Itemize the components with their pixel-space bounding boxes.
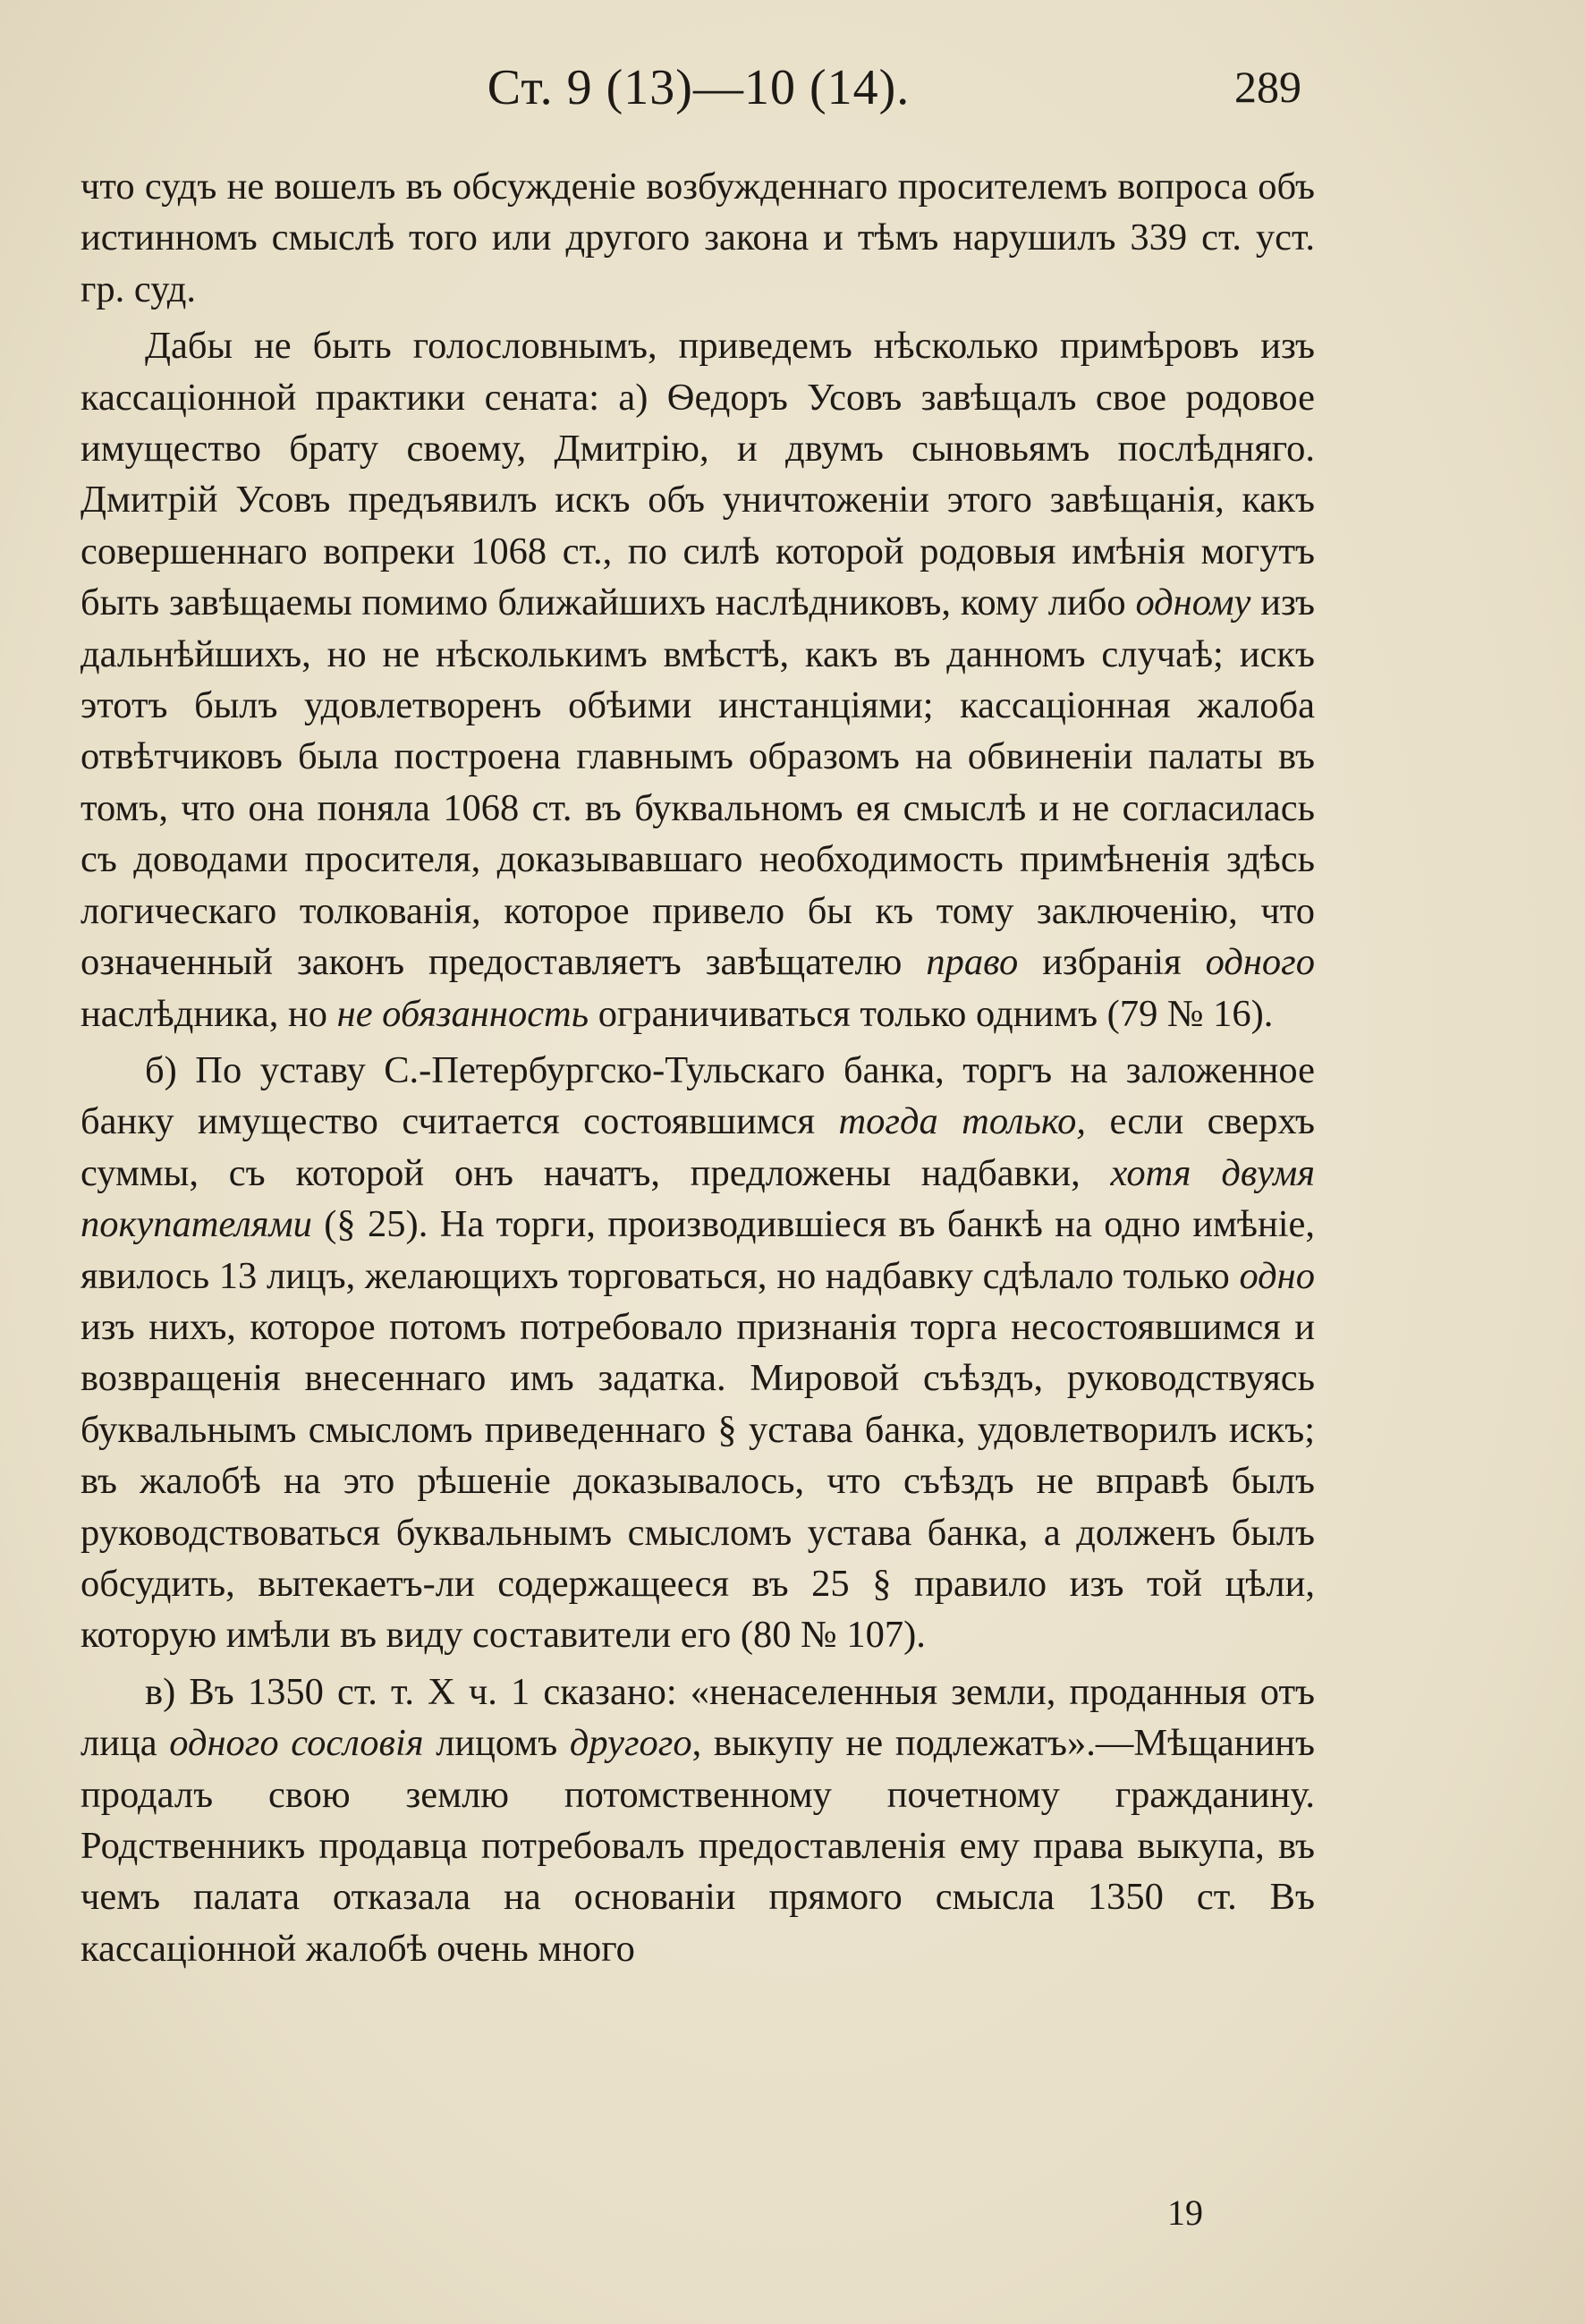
paragraph-4	[81, 1667, 1315, 1974]
emphasis-text: одного	[1205, 941, 1315, 984]
paragraph-2	[81, 320, 1315, 1039]
text-run: лицомъ	[423, 1722, 570, 1765]
signature-mark: 19	[1167, 2193, 1203, 2233]
text-run: Дабы не быть голословнымъ, приведемъ нѣсколько примѣровъ изъ кассаціонной практики сената: а) Ѳедоръ Усовъ завѣщалъ свое родовое имущество брату своему, Дмитрію, и двумъ сыновьямъ послѣдняго. Дмитрій Усовъ предъявилъ искъ объ уничтоженіи этого завѣщанія, какъ совершеннаго вопреки 1068 ст., по силѣ которой родовыя имѣнія могутъ быть завѣщаемы помимо ближайшихъ наслѣдниковъ, кому либо	[81, 325, 1315, 624]
emphasis-text: тогда только,	[838, 1100, 1087, 1143]
text-run: ограничиваться только однимъ (79 № 16).	[589, 992, 1274, 1035]
body-text	[81, 161, 1315, 1980]
text-run: что судъ не вошелъ въ обсужденіе возбужденнаго просителемъ вопроса объ истинномъ смыслѣ того или другого закона и тѣмъ нарушилъ 339 ст. уст. гр. суд.	[81, 165, 1315, 310]
paragraph-3	[81, 1045, 1315, 1661]
paragraph-1	[81, 161, 1315, 315]
emphasis-text: одно	[1239, 1254, 1315, 1297]
text-run: в) Въ 1350 ст. т. X ч. 1 сказано: «ненаселенныя земли, проданныя отъ лица	[81, 1670, 1315, 1765]
emphasis-text: не обязанность	[336, 992, 589, 1035]
text-run: наслѣдника, но	[81, 992, 337, 1035]
text-run: избранія	[1018, 941, 1206, 984]
emphasis-text: другого	[569, 1722, 692, 1765]
emphasis-text: одного сословія	[169, 1722, 424, 1765]
text-run: изъ нихъ, которое потомъ потребовало признанія торга несостоявшимся и возвращенія внесеннаго имъ задатка. Мировой съѣздъ, руководствуясь буквальнымъ смысломъ приведеннаго § устава банка, удовлетворилъ искъ; въ жалобѣ на это рѣшеніе доказывалось, что съѣздъ не вправѣ былъ руководствоваться буквальнымъ смысломъ устава банка, а долженъ былъ обсудить, вытекаетъ-ли содержащееся въ 25 § правило изъ той цѣли, которую имѣли въ виду составители его (80 № 107).	[81, 1305, 1315, 1657]
text-run: , выкупу не подлежатъ».—Мѣщанинъ продалъ свою землю потомственному почетному гражданину. Родственникъ продавца потребовалъ предоставленія ему права выкупа, въ чемъ палата отказала на основаніи прямого смысла 1350 ст. Въ кассаціонной жалобѣ очень много	[81, 1722, 1316, 1970]
text-run: б) По уставу С.-Петербургско-Тульскаго банка, торгъ на заложенное банку имущество считается состоявшимся	[81, 1048, 1315, 1143]
running-title: Ст. 9 (13)—10 (14).	[487, 60, 911, 115]
text-run: (§ 25). На торги, производившіеся въ банкѣ на одно имѣніе, явилось 13 лицъ, желающихъ торговаться, но надбавку сдѣлало только	[81, 1203, 1315, 1297]
emphasis-text: право	[926, 941, 1019, 984]
emphasis-text: одному	[1135, 581, 1251, 624]
page-header	[81, 43, 1317, 123]
page-number: 289	[1234, 62, 1301, 112]
text-run: если сверхъ суммы, съ которой онъ начатъ, предложены надбавки,	[81, 1100, 1315, 1194]
emphasis-text: хотя двумя покупателями	[81, 1151, 1315, 1246]
text-run: изъ дальнѣйшихъ, но не нѣсколькимъ вмѣстѣ, какъ въ данномъ случаѣ; искъ этотъ былъ удовлетворенъ обѣими инстанціями; кассаціонная жалоба отвѣтчиковъ была построена главнымъ образомъ на обвиненіи палаты въ томъ, что она поняла 1068 ст. въ буквальномъ ея смыслѣ и не согласилась съ доводами просителя, доказывавшаго необходимость примѣненія здѣсь логическаго толкованія, которое привело бы къ тому заключенію, что означенный законъ предоставляетъ завѣщателю	[81, 581, 1315, 984]
